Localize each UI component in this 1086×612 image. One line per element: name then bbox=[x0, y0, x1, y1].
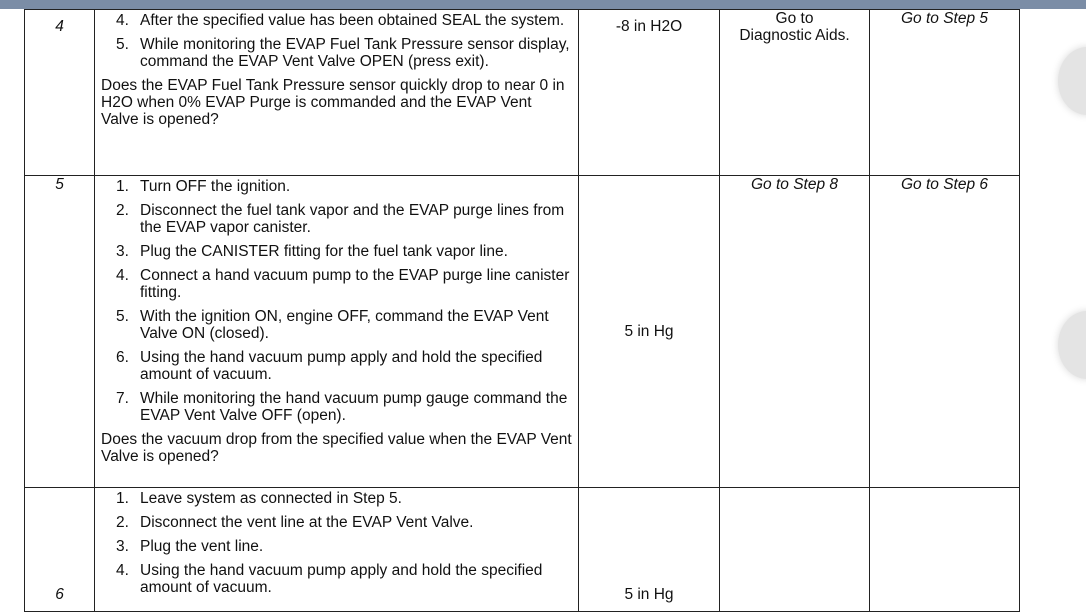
list-item: 5. With the ignition ON, engine OFF, command the EVAP Vent Valve ON (closed). bbox=[116, 308, 549, 342]
step-number: 5 bbox=[25, 176, 95, 488]
table-row bbox=[25, 488, 1020, 612]
diagnostic-table bbox=[24, 9, 1020, 612]
action-list bbox=[101, 178, 572, 424]
no-cell: Go to Step 6 bbox=[870, 176, 1020, 488]
list-item: 3. Plug the vent line. bbox=[116, 538, 264, 555]
list-item: 2. Disconnect the vent line at the EVAP Vent Valve. bbox=[116, 514, 474, 531]
no-cell: Go to Step 5 bbox=[870, 10, 1020, 176]
question-text: Does the vacuum drop from the specified value when the EVAP Vent Valve is opened? bbox=[101, 431, 572, 465]
scroll-handle-lower[interactable] bbox=[1058, 311, 1086, 379]
viewer-top-bar bbox=[0, 0, 1086, 9]
action-cell bbox=[95, 176, 579, 488]
list-item: 6. Using the hand vacuum pump apply and hold the specified amount of vacuum. bbox=[116, 349, 543, 383]
list-item: 4. Connect a hand vacuum pump to the EVAP purge line canister fitting. bbox=[116, 267, 570, 301]
action-cell bbox=[95, 10, 579, 176]
table-row bbox=[25, 176, 1020, 488]
list-item: 3. Plug the CANISTER fitting for the fuel tank vapor line. bbox=[116, 243, 508, 260]
list-item: 7. While monitoring the hand vacuum pump gauge command the EVAP Vent Valve OFF (open). bbox=[116, 390, 568, 424]
yes-cell: Go to Diagnostic Aids. bbox=[720, 10, 870, 176]
list-item: 5. While monitoring the EVAP Fuel Tank Pressure sensor display, command the EVAP Vent Valve OPEN (press exit). bbox=[116, 36, 570, 70]
list-item: 2. Disconnect the fuel tank vapor and the EVAP purge lines from the EVAP vapor canister. bbox=[116, 202, 565, 236]
list-item: 1. Turn OFF the ignition. bbox=[116, 178, 291, 195]
no-cell bbox=[870, 488, 1020, 612]
yes-cell: Go to Step 8 bbox=[720, 176, 870, 488]
value-cell: -8 in H2O bbox=[579, 10, 720, 176]
yes-cell bbox=[720, 488, 870, 612]
list-item: 4. Using the hand vacuum pump apply and hold the specified amount of vacuum. bbox=[116, 562, 543, 596]
action-cell bbox=[95, 488, 579, 612]
action-list bbox=[101, 12, 572, 70]
step-number: 4 bbox=[25, 10, 95, 176]
list-item: 4. After the specified value has been obtained SEAL the system. bbox=[116, 12, 565, 29]
scroll-handle-upper[interactable] bbox=[1058, 47, 1086, 115]
step-number: 6 bbox=[25, 488, 95, 612]
value-cell: 5 in Hg bbox=[579, 488, 720, 612]
list-item: 1. Leave system as connected in Step 5. bbox=[116, 490, 402, 507]
value-cell: 5 in Hg bbox=[579, 176, 720, 488]
action-list bbox=[101, 490, 572, 596]
table-row bbox=[25, 10, 1020, 176]
question-text: Does the EVAP Fuel Tank Pressure sensor quickly drop to near 0 in H2O when 0% EVAP Purge is commanded and the EVAP Vent Valve is opened? bbox=[101, 77, 565, 128]
document-page bbox=[0, 9, 1086, 611]
